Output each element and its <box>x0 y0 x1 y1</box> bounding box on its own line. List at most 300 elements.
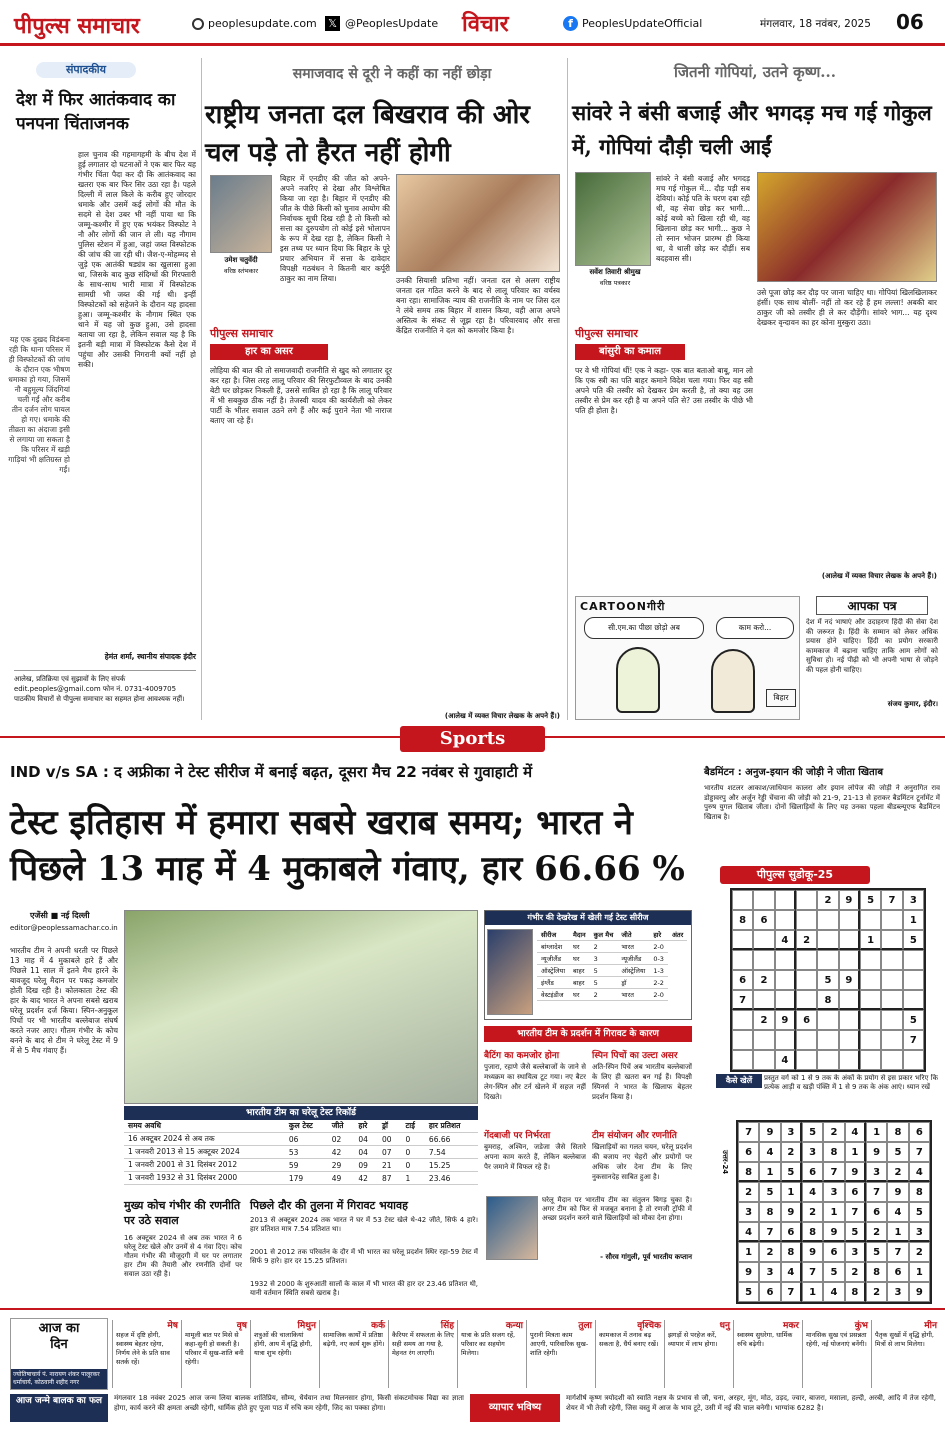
sudoku-answer-cell: 6 <box>909 1122 930 1142</box>
sudoku-cell[interactable] <box>817 1010 838 1030</box>
sudoku-cell[interactable] <box>881 970 902 990</box>
editorial-body: हाल चुनाव की गहमागहमी के बीच देश में हुई लगातार दो घटनाओं ने एक बार फिर यह गंभीर चिंता पैदा कर दी कि आतंकवाद का खतरा एक बार फिर सिर उठा रहा है। पहले दिल्ली में लाल किले के करीब हुए जोरदार धमाके और उसमें कई लोगों की मौत के सदमे से देश उबर भी नहीं पाया था कि जम्मू-कश्मीर में हुए एक भयंकर विस्फोट ने नौ और लोगों की जान ले ली। यह नौगाम पुलिस स्टेशन में हुआ, जहां जब्त विस्फोटक की जांच की जा रही थी। जैश-ए-मोहम्मद से जुड़े एक आतंकी षड्यंत्र का खुलासा हुआ था, जिसके बाद कुछ संदिग्धों की गिरफ्तारी के साथ-साथ भारी मात्रा में विस्फोटक सामग्री भी जब्त की गई थी। इन्हीं विस्फोटकों को सहेजने के दौरान यह हादसा हुआ। जम्मू-कश्मीर के नौगाम स्थित एक थाने में यह जो कुछ हुआ, उसे हादसा बताया जा रहा है, लेकिन सवाल यह है कि इतनी बड़ी मात्रा में विस्फोटक कैसे देश में पहुंचा और उसकी निगरानी क्यों नहीं हो सकी। <box>78 150 196 369</box>
sudoku-answer-cell: 9 <box>887 1182 908 1202</box>
author-photo-sarvesh <box>575 172 651 266</box>
sudoku-cell: 9 <box>839 970 860 990</box>
series-cell: घर <box>569 989 590 1001</box>
mid-col1: बिहार में एनडीए की जीत को अपने-अपने नजरिए से देखा और विश्लेषित किया जा रहा है। बिहार में एनडीए की जीत के पीछे किसी को चुनाव आयोग की निर्वाचक सूची दिख रही है तो किसी को सत्ता का दुरुपयोग तो कोई इसे भोलापन के रूप में देख रहा है, लेकिन किसी ने इस तथ्य पर ध्यान दिया कि बिहार के पूरे प्रचार अभियान में सत्ता के दावेदार विपक्षी गठबंधन ने कितनी बार कर्पूरी ठाकुर का नाम लिया। <box>280 174 390 283</box>
sudoku-answer-cell: 2 <box>887 1162 908 1182</box>
sudoku-cell[interactable] <box>860 1050 881 1070</box>
sign-text: मानसिक सुख एवं प्रसन्नता रहेगी, नई योजनाएं बनेंगी। <box>806 1331 867 1348</box>
facebook-icon: f <box>563 16 578 31</box>
sudoku-answer-cell: 4 <box>802 1182 823 1202</box>
mid-badge: हार का असर <box>210 344 328 360</box>
sudoku-answer-cell: 4 <box>823 1282 844 1302</box>
record-cell: 0 <box>402 1146 425 1159</box>
sudoku-cell[interactable] <box>817 910 838 930</box>
sudoku-cell: 9 <box>775 1010 796 1030</box>
horoscope-sign <box>250 1320 319 1388</box>
series-cell: घर <box>569 953 590 965</box>
horoscope-box <box>10 1318 108 1390</box>
decline-title: भारतीय टीम के प्रदर्शन में गिरावट के कारण <box>484 1026 692 1042</box>
masthead <box>0 0 945 46</box>
sudoku-how-body: प्रस्तुत वर्ग को 1 से 9 तक के अंकों के प्रयोग से इस प्रकार भरिए कि प्रत्येक आड़ी व खड़ी पंक्ति में 1 से 9 तक के अंक आएं। ध्यान रखें <box>764 1074 938 1091</box>
sign-name: मकर <box>783 1321 799 1331</box>
sudoku-answer-cell: 4 <box>887 1202 908 1222</box>
sports-email: editor@peoplessamachar.co.in <box>10 924 118 932</box>
sudoku-cell[interactable] <box>775 890 796 910</box>
sudoku-answer-cell: 1 <box>781 1182 802 1202</box>
sudoku-answer-cell: 4 <box>759 1142 780 1162</box>
record-cell: 7.54 <box>425 1146 478 1159</box>
sudoku-answer-cell: 6 <box>823 1242 844 1262</box>
cartoon-speech-2: काम करो... <box>716 617 794 639</box>
sign-name: धनु <box>719 1321 730 1331</box>
gambhir-series-table <box>537 929 687 1001</box>
sudoku-answer-cell: 3 <box>802 1142 823 1162</box>
record-cell: 1 जनवरी 2001 से 31 दिसंबर 2012 <box>124 1159 285 1172</box>
sign-name: वृष <box>236 1321 247 1331</box>
series-cell: घर <box>569 941 590 953</box>
record-cell: 23.46 <box>425 1172 478 1185</box>
series-cell: वेस्टइंडीज <box>537 989 569 1001</box>
cartoon-speech-1: सी.एम.का पीछा छोड़ो अब <box>584 617 704 639</box>
series-cell: 2-2 <box>649 977 668 989</box>
horoscope-sign <box>319 1320 388 1388</box>
sudoku-cell[interactable] <box>817 1030 838 1050</box>
sign-text: यात्रा के प्रति सजग रहें, परिवार का सहयोग मिलेगा। <box>461 1331 516 1357</box>
batting-title: बैटिंग का कमजोर होना <box>484 1051 560 1061</box>
sudoku-cell[interactable] <box>775 910 796 930</box>
series-cell: इंग्लैंड <box>537 977 569 989</box>
sudoku-cell[interactable] <box>796 1030 817 1050</box>
x-icon: 𝕏 <box>325 16 340 31</box>
sudoku-answer-cell: 5 <box>738 1282 759 1302</box>
sudoku-cell[interactable] <box>817 950 838 970</box>
sudoku-cell: 9 <box>839 890 860 910</box>
record-cell: 15.25 <box>425 1159 478 1172</box>
sudoku-cell: 1 <box>903 910 924 930</box>
sudoku-cell[interactable] <box>839 1010 860 1030</box>
sudoku-cell: 8 <box>732 910 753 930</box>
sign-text: शत्रुओं की चालाकियां होंगी, आय में वृद्धि होगी, यात्रा शुभ रहेगी। <box>254 1331 313 1357</box>
sudoku-cell[interactable] <box>775 1030 796 1050</box>
series-cell: 1-3 <box>649 965 668 977</box>
horoscope-sign <box>112 1320 181 1388</box>
sign-text: कामकाज में तनाव बढ़ सकता है, धैर्य बनाए रखें। <box>599 1331 659 1348</box>
sudoku-cell[interactable] <box>796 950 817 970</box>
sudoku-answer-cell: 7 <box>909 1142 930 1162</box>
sudoku-cell[interactable] <box>881 990 902 1010</box>
letter-author: संजय कुमार, इंदौर। <box>887 700 938 708</box>
sports-headline: टेस्ट इतिहास में हमारा सबसे खराब समय; भारत ने पिछले 13 माह में 4 मुकाबले गंवाए, हार 66.66 % <box>10 803 685 889</box>
sudoku-cell[interactable] <box>753 950 774 970</box>
record-header: कुल टेस्ट <box>285 1120 328 1133</box>
sudoku-answer-cell: 5 <box>781 1162 802 1182</box>
sudoku-answer-cell: 4 <box>909 1162 930 1182</box>
badminton-body: भारतीय शटलर आकाश/जाधियान कालरा और इयान लोपेज की जोड़ी ने अनुरागित राव डोड्डावरपु और अर्जुन रेड्डी चेंचाना की जोड़ी को 21-9, 21-13 से हराकर बैडमिंटन टूर्नामेंट में पुरुष युगल खिताब जीता। दोनों खिलाड़ियों के लिए यह उनका पहला बीडब्ल्यूएफ बैडमिंटन खिताब है। <box>704 784 940 821</box>
combo-body: खिलाड़ियों का गलत चयन, घरेलू प्रदर्शन की बजाय नए चेहरों और प्रयोगों पर अधिक जोर देना टीम के लिए नुकसानदेह साबित हुआ है। <box>592 1143 692 1181</box>
birthday-text: मंगलवार 18 नवंबर 2025 आज जन्म लिया बालक शांतिप्रिय, सौम्य, धैर्यवान तथा मिलनसार होगा, किसी संकटमोचक विद्या का ज्ञाता होगा, कार्य करने की क्षमता अच्छी रहेगी, धार्मिक होते हुए पूजा पाठ में रुचि कम रहेगी, जिद का पक्का होगा। <box>114 1394 464 1412</box>
record-header: जीते <box>328 1120 355 1133</box>
sign-name: मेष <box>167 1321 178 1331</box>
sports-label: Sports <box>400 726 545 752</box>
sudoku-cell[interactable] <box>860 1010 881 1030</box>
record-header: समय अवधि <box>124 1120 285 1133</box>
sudoku-answer-cell: 6 <box>802 1162 823 1182</box>
sudoku-answer-cell: 3 <box>887 1282 908 1302</box>
series-cell: 0-3 <box>649 953 668 965</box>
sudoku-answer-cell: 7 <box>823 1162 844 1182</box>
record-row <box>124 1172 478 1185</box>
sudoku-cell[interactable] <box>796 910 817 930</box>
record-cell: 66.66 <box>425 1133 478 1146</box>
mid-col2: लोहिया की बात की तो समाजवादी राजनीति से खुद को लगातार दूर कर रहा है। जिस तरह लालू परिवार की सिरफुटौव्वल के बाद उनकी बेटी घर छोड़कर निकली हैं, उससे साबित हो रहा है कि लालू परिवार में भी सबकुछ ठीक नहीं है। तेजस्वी यादव की कार्यशैली को लेकर पार्टी के भीतर सवाल उठने लगे हैं और कई पुराने नेता भी नाराज बताए जा रहे हैं। <box>210 366 392 425</box>
author-photo-umesh <box>210 175 272 253</box>
horoscope-sign <box>526 1320 595 1388</box>
sign-text: कैरियर में सफलता के लिए सही समय आ गया है, मेहनत रंग लाएगी। <box>392 1331 454 1357</box>
sudoku-answer-cell: 1 <box>759 1162 780 1182</box>
sports-strip-text: द अफ्रीका ने टेस्ट सीरीज में बनाई बढ़त, दूसरा मैच 22 नवंबर से गुवाहाटी में <box>113 763 533 781</box>
series-cell: 2 <box>590 989 618 1001</box>
sudoku-answer-cell: 1 <box>866 1122 887 1142</box>
sudoku-cell[interactable] <box>753 990 774 1010</box>
sudoku-cell[interactable] <box>860 1030 881 1050</box>
series-cell: 2-0 <box>649 989 668 1001</box>
sudoku-answer-cell: 7 <box>845 1202 866 1222</box>
sudoku-answer-cell: 2 <box>823 1122 844 1142</box>
business-label: व्यापार भविष्य <box>470 1394 560 1422</box>
sudoku-answer-cell: 3 <box>738 1202 759 1222</box>
sudoku-cell[interactable] <box>839 930 860 950</box>
record-cell: 07 <box>378 1146 402 1159</box>
sudoku-cell[interactable] <box>796 970 817 990</box>
sudoku-answer-cell: 7 <box>781 1282 802 1302</box>
combo-title: टीम संयोजन और रणनीति <box>592 1131 677 1141</box>
sudoku-answer-cell: 1 <box>738 1242 759 1262</box>
sudoku-answer-cell: 6 <box>845 1182 866 1202</box>
compare-1: 2013 से अक्टूबर 2024 तक भारत ने घर में 53 टेस्ट खेले थे-42 जीते, सिर्फ 4 हारे। हार प्रतिशत मात्र 7.54 प्रतिशत था। <box>250 1216 478 1233</box>
sudoku-cell[interactable] <box>839 990 860 1010</box>
record-cell: 1 जनवरी 2013 से 15 अक्टूबर 2024 <box>124 1146 285 1159</box>
sudoku-answer-cell: 5 <box>909 1202 930 1222</box>
right-kicker: जितनी गोपियां, उतने कृष्ण... <box>674 63 836 81</box>
sudoku-answer-cell: 3 <box>866 1162 887 1182</box>
mid-author: उमेश चतुर्वेदी <box>224 256 258 264</box>
sign-text: पैतृक सुखों में वृद्धि होगी, मित्रों से लाभ मिलेगा। <box>875 1331 934 1348</box>
record-cell: 42 <box>354 1172 378 1185</box>
record-header: टाई <box>402 1120 425 1133</box>
horoscope-sign <box>871 1320 940 1388</box>
sudoku-answer-label: उत्तर-24 <box>721 1150 729 1175</box>
series-cell: ऑस्ट्रेलिया <box>537 965 569 977</box>
series-cell: 2-0 <box>649 941 668 953</box>
sudoku-cell[interactable] <box>839 950 860 970</box>
sudoku-cell[interactable] <box>881 1010 902 1030</box>
gambhir-photo <box>487 929 533 1015</box>
sudoku-cell: 2 <box>817 890 838 910</box>
sudoku-cell[interactable] <box>817 930 838 950</box>
sudoku-cell: 5 <box>817 970 838 990</box>
sudoku-answer-cell: 8 <box>845 1282 866 1302</box>
sign-text: झगड़ों से परहेज करें, व्यापार में लाभ होगा। <box>668 1331 718 1348</box>
page-number: 06 <box>896 10 924 34</box>
sudoku-cell[interactable] <box>881 1050 902 1070</box>
sudoku-cell: 1 <box>860 930 881 950</box>
sudoku-answer-cell: 7 <box>866 1182 887 1202</box>
sudoku-answer-cell: 9 <box>759 1122 780 1142</box>
sudoku-title: पीपुल्स सुडोकू-25 <box>720 866 870 884</box>
sudoku-answer-cell: 4 <box>781 1262 802 1282</box>
sudoku-cell[interactable] <box>903 950 924 970</box>
record-cell: 49 <box>328 1172 355 1185</box>
team-photo <box>124 910 478 1104</box>
spin-title: स्पिन पिचों का उल्टा असर <box>592 1051 678 1061</box>
cartoon-figure-1 <box>616 647 660 713</box>
sudoku-answer-cell: 6 <box>866 1202 887 1222</box>
sudoku-answer-cell: 8 <box>802 1222 823 1242</box>
sudoku-cell[interactable] <box>753 890 774 910</box>
horoscope-sign <box>595 1320 664 1388</box>
record-cell: 21 <box>378 1159 402 1172</box>
sudoku-answer-cell: 2 <box>759 1242 780 1262</box>
sudoku-cell[interactable] <box>881 1030 902 1050</box>
series-header: कुल मैच <box>590 929 618 941</box>
sudoku-answer-cell: 7 <box>802 1262 823 1282</box>
sudoku-answer-cell: 6 <box>781 1222 802 1242</box>
series-header: मैदान <box>569 929 590 941</box>
cartoon-sign: बिहार <box>766 689 796 707</box>
sudoku-cell: 7 <box>732 990 753 1010</box>
sudoku-cell[interactable] <box>796 890 817 910</box>
sudoku-answer-cell: 8 <box>759 1202 780 1222</box>
sudoku-answer-cell: 2 <box>781 1142 802 1162</box>
compare-2: 2001 से 2012 तक परिवर्तन के दौर में भी भारत का घरेलू प्रदर्शन स्थिर रहा-59 टेस्ट में सिर्फ 9 हारे। हार दर 15.25 प्रतिशत। <box>250 1248 478 1265</box>
sudoku-cell: 6 <box>753 910 774 930</box>
series-header: अंतर <box>668 929 687 941</box>
record-header: हारे <box>354 1120 378 1133</box>
record-cell: 00 <box>378 1133 402 1146</box>
globe-icon <box>192 18 204 30</box>
mid-footer: (आलेख में व्यक्त विचार लेखक के अपने हैं।) <box>444 712 560 720</box>
sudoku-cell[interactable] <box>903 1050 924 1070</box>
horoscope-sign <box>457 1320 526 1388</box>
series-cell: भारत <box>617 941 649 953</box>
sudoku-cell: 7 <box>881 890 902 910</box>
sign-name: कन्या <box>505 1321 523 1331</box>
sudoku-cell: 6 <box>796 1010 817 1030</box>
series-cell: न्यूजीलैंड <box>617 953 649 965</box>
editorial-sidebar: यह एक दुखद विडंबना रही कि थाना परिसर में ही विस्फोटकों की जांच के दौरान एक भीषण धमाका हो गया, जिसमें नौ बहुमूल्य जिंदगियां चली गईं और करीब तीन दर्जन लोग घायल हो गए। धमाके की तीव्रता का अंदाजा इसी से लगाया जा सकता है कि परिसर में खड़ी गाड़ियां भी क्षतिग्रस्त हो गईं। <box>8 335 70 474</box>
sudoku-answer-cell: 3 <box>759 1262 780 1282</box>
sudoku-cell: 2 <box>753 1010 774 1030</box>
sudoku-cell[interactable] <box>903 990 924 1010</box>
spin-body: अति-स्पिन पिचें अब भारतीय बल्लेबाजों के लिए ही खतरा बन गई हैं। विपक्षी स्पिनर्स ने भारत के खिलाफ बेहतर प्रदर्शन किया है। <box>592 1063 692 1101</box>
horoscope-sign <box>733 1320 802 1388</box>
sudoku-cell[interactable] <box>732 890 753 910</box>
bowling-body: बुमराह, अश्विन, जडेजा जैसे सितारे अपना काम करते हैं, लेकिन बल्लेबाज पैर जमाने में विफल रहे हैं। <box>484 1143 586 1171</box>
sudoku-cell[interactable] <box>775 950 796 970</box>
right-footer: (आलेख में व्यक्त विचार लेखक के अपने हैं।) <box>821 572 937 580</box>
mid-kicker: समाजवाद से दूरी ने कहीं का नहीं छोड़ा <box>292 66 492 82</box>
sudoku-cell[interactable] <box>860 990 881 1010</box>
sudoku-answer-cell: 8 <box>866 1262 887 1282</box>
series-cell: 3 <box>590 953 618 965</box>
sudoku-answer-cell: 1 <box>909 1262 930 1282</box>
sudoku-cell[interactable] <box>753 1030 774 1050</box>
issue-date: मंगलवार, 18 नवंबर, 2025 <box>760 18 871 30</box>
twitter-handle[interactable]: @PeoplesUpdate <box>345 17 439 30</box>
sudoku-cell[interactable] <box>817 1050 838 1070</box>
sudoku-cell[interactable] <box>881 930 902 950</box>
business-text: मार्गशीर्ष कृष्ण त्रयोदशी को स्वाति नक्षत्र के प्रभाव से जौ, चना, अरहर, मूंग, मोठ, उड़द, ज्वार, बाजरा, मसाला, हल्दी, अरबी, आदि में तेज रहेगी, शेयर में भी तेजी रहेगी, जिस वस्तु में आज के भाव टूटे, उसी में नई की चाल बनेगी। भाग्यांक 6282 है। <box>566 1394 936 1412</box>
sudoku-cell: 7 <box>903 1030 924 1050</box>
sudoku-grid[interactable] <box>730 888 926 1072</box>
record-cell: 179 <box>285 1172 328 1185</box>
site-url[interactable]: peoplesupdate.com <box>208 17 317 30</box>
mid-col3: उनकी सियासी प्रतिभा नहीं। जनता दल से अलग राष्ट्रीय जनता दल गठित करने के बाद से लालू परिवार का वर्चस्व बना रहा। सामाजिक न्याय की राजनीति के नाम पर जिस दल ने लंबे समय तक बिहार में शासन किया, वही आज अपने अस्तित्व के संकट से जूझ रहा है। परिवारवाद और सत्ता केंद्रित राजनीति ने दल को कमजोर किया है। <box>396 276 560 335</box>
compare-3: 1932 से 2000 के शुरुआती सालों के काल में भी भारत की हार दर 23.46 प्रतिशत थी, यानी वर्तमान स्थिति सबसे खराब है। <box>250 1280 478 1297</box>
series-cell: 5 <box>590 965 618 977</box>
record-cell: 09 <box>354 1159 378 1172</box>
sudoku-cell[interactable] <box>732 930 753 950</box>
sign-text: मामूली बात पर मिसे से कहा-सुनी हो सकती है। परिवार में सुख-शांति बनी रहेगी। <box>185 1331 244 1366</box>
mid-author-role: वरिष्ठ स्तंभकार <box>224 267 258 275</box>
sudoku-answer-cell: 3 <box>781 1122 802 1142</box>
record-cell: 1 जनवरी 1932 से 31 दिसंबर 2000 <box>124 1172 285 1185</box>
sudoku-cell[interactable] <box>860 950 881 970</box>
sudoku-cell: 2 <box>753 970 774 990</box>
sudoku-cell[interactable] <box>796 990 817 1010</box>
horoscope-sign <box>388 1320 457 1388</box>
horoscope-title: आज का दिन <box>38 1321 80 1352</box>
sudoku-answer-cell: 1 <box>823 1202 844 1222</box>
sudoku-answer-cell: 9 <box>802 1242 823 1262</box>
sports-strip-tag: IND v/s SA : <box>10 763 109 781</box>
mid-title: राष्ट्रीय जनता दल बिखराव की ओर चल पड़े तो हैरत नहीं होगी <box>205 100 530 168</box>
sudoku-answer-cell: 7 <box>887 1242 908 1262</box>
sudoku-cell[interactable] <box>753 930 774 950</box>
right-title: सांवरे ने बंसी बजाई और भगदड़ मच गई गोकुल में, गोपियां दौड़ी चली आईं <box>572 100 932 159</box>
sudoku-answer-cell: 2 <box>866 1282 887 1302</box>
ganguly-photo <box>486 1196 538 1260</box>
sudoku-answer-cell: 5 <box>845 1222 866 1242</box>
sudoku-answer-cell: 2 <box>738 1182 759 1202</box>
horoscope-sign <box>802 1320 871 1388</box>
gambhir-series-box <box>484 910 692 1020</box>
sudoku-cell[interactable] <box>839 1030 860 1050</box>
sudoku-cell: 2 <box>796 930 817 950</box>
sudoku-cell[interactable] <box>903 970 924 990</box>
sudoku-answer-cell: 5 <box>759 1182 780 1202</box>
home-record-box <box>124 1106 478 1194</box>
sudoku-how-title: कैसे खेलें <box>716 1074 762 1088</box>
sudoku-answer-cell: 4 <box>738 1222 759 1242</box>
sudoku-answer-cell: 7 <box>738 1122 759 1142</box>
record-row <box>124 1133 478 1146</box>
ganguly-quote: घरेलू मैदान पर भारतीय टीम का संतुलन बिगड़ चुका है। अगर टीम को फिर से मजबूत बनाना है तो रणजी ट्रॉफी में अच्छा प्रदर्शन करने वाले खिलाड़ियों को मौका देना होगा। <box>542 1196 692 1222</box>
right-author-role: वरिष्ठ पत्रकार <box>599 279 631 287</box>
editorial-title: देश में फिर आतंकवाद का पनपना चिंताजनक <box>16 90 176 134</box>
sudoku-answer-cell: 7 <box>759 1222 780 1242</box>
sudoku-answer-cell: 8 <box>823 1142 844 1162</box>
sudoku-answer-cell: 8 <box>781 1242 802 1262</box>
series-header: जीते <box>617 929 649 941</box>
record-cell: 29 <box>328 1159 355 1172</box>
sudoku-answer-cell: 9 <box>781 1202 802 1222</box>
sudoku-answer-cell: 1 <box>845 1142 866 1162</box>
series-cell: 2 <box>590 941 618 953</box>
horoscope-sign <box>664 1320 733 1388</box>
gambhir-q-title: मुख्य कोच गंभीर की रणनीति पर उठे सवाल <box>124 1199 241 1227</box>
record-cell: 42 <box>328 1146 355 1159</box>
sudoku-answer-cell: 9 <box>909 1282 930 1302</box>
sudoku-cell[interactable] <box>753 1050 774 1070</box>
sudoku-answer-cell: 2 <box>866 1222 887 1242</box>
sudoku-answer-cell: 5 <box>866 1242 887 1262</box>
sudoku-cell[interactable] <box>796 1050 817 1070</box>
sudoku-cell[interactable] <box>732 1030 753 1050</box>
record-cell: 1 <box>402 1172 425 1185</box>
record-cell: 04 <box>354 1146 378 1159</box>
sign-text: सहज में दृष्टि होगी, स्वास्थ्य बेहतर रहेगा, निर्णय लेने के प्रति साव सतर्क रहें। <box>116 1331 170 1366</box>
sudoku-cell[interactable] <box>839 910 860 930</box>
ganguly-quote-author: - सौरव गांगुली, पूर्व भारतीय कप्तान <box>600 1253 692 1261</box>
series-cell: ऑस्ट्रेलिया <box>617 965 649 977</box>
series-cell: बांग्लादेश <box>537 941 569 953</box>
sudoku-cell[interactable] <box>881 950 902 970</box>
record-cell: 06 <box>285 1133 328 1146</box>
horoscope-sign <box>181 1320 250 1388</box>
right-col3: उसे पूजा छोड़ कर दौड़ पर जाना चाहिए था। गोपियां खिलखिलाकर हंसीं। एक साथ बोलीं- नहीं तो कर रहे हैं हम लल्ला! अबकी बार ठाकुर जी को तस्वीर ही ले कर दौड़ेंगी। सांवरे भाग... यह दृश्य देखकर वृन्दावन का हर कोना मुस्कुरा उठा। <box>757 288 937 327</box>
sudoku-answer-cell: 6 <box>738 1142 759 1162</box>
series-cell: न्यूजीलैंड <box>537 953 569 965</box>
sudoku-cell: 6 <box>732 970 753 990</box>
badminton-title: बैडमिंटन : अनुज-इयान की जोड़ी ने जीता खिताब <box>704 767 884 778</box>
series-header: सीरीज <box>537 929 569 941</box>
birthday-label: आज जन्मे बालक का फल <box>10 1394 108 1422</box>
sudoku-cell[interactable] <box>732 1010 753 1030</box>
sports-byline: एजेंसी ■ नई दिल्ली <box>30 911 90 920</box>
series-row <box>537 941 687 953</box>
sudoku-answer-cell: 2 <box>802 1202 823 1222</box>
facebook-handle[interactable]: PeoplesUpdateOfficial <box>582 17 703 30</box>
sudoku-cell[interactable] <box>775 970 796 990</box>
record-cell: 16 अक्टूबर 2024 से अब तक <box>124 1133 285 1146</box>
record-row <box>124 1159 478 1172</box>
home-record-table <box>124 1120 478 1185</box>
sudoku-cell[interactable] <box>860 970 881 990</box>
sudoku-cell[interactable] <box>732 950 753 970</box>
sudoku-cell[interactable] <box>775 990 796 1010</box>
astrologer-name: ज्योतिषाचार्य पं. नारायण शंकर पालूरकर धर्माचार्य, कोठवानी शहीद नगर <box>11 1369 107 1389</box>
sign-text: सामाजिक कार्यों में प्रतिष्ठा बढ़ेगी, नए कार्य शुरू होंगे। <box>323 1331 385 1348</box>
record-header: हार प्रतिशत <box>425 1120 478 1133</box>
sudoku-cell[interactable] <box>881 910 902 930</box>
sign-name: मीन <box>924 1321 937 1331</box>
sudoku-answer-cell: 6 <box>887 1262 908 1282</box>
sudoku-answer-cell: 2 <box>909 1242 930 1262</box>
sign-text: स्वास्थ्य सुधरेगा, धार्मिक रुचि बढ़ेगी। <box>737 1331 793 1348</box>
sudoku-cell[interactable] <box>732 1050 753 1070</box>
record-cell: 0 <box>402 1133 425 1146</box>
cartoon-figure-2 <box>711 649 755 713</box>
sudoku-answer-cell: 1 <box>887 1222 908 1242</box>
sudoku-cell[interactable] <box>839 1050 860 1070</box>
sudoku-cell[interactable] <box>860 910 881 930</box>
home-record-title: भारतीय टीम का घरेलू टेस्ट रिकॉर्ड <box>124 1106 478 1120</box>
sudoku-answer-cell: 9 <box>738 1262 759 1282</box>
